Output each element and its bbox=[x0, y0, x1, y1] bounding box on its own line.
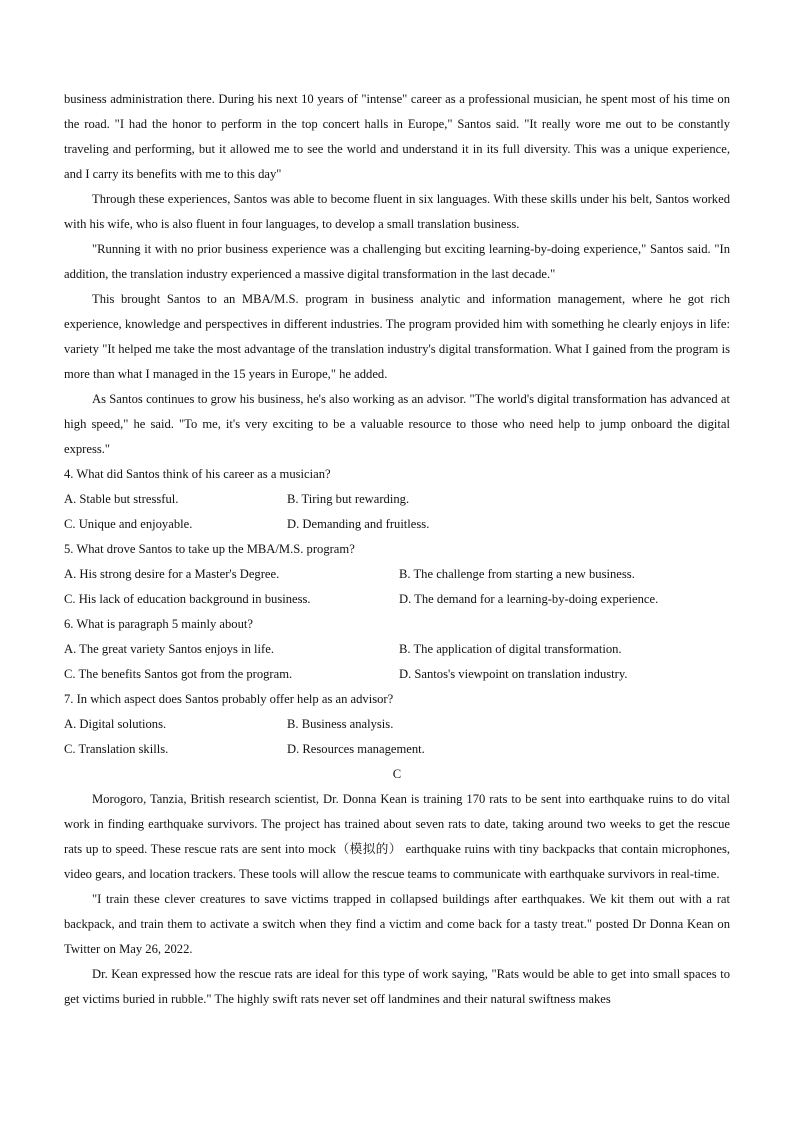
option-a: A. Stable but stressful. bbox=[64, 492, 179, 506]
options-group bbox=[64, 712, 730, 762]
passage-b-paragraph-4: This brought Santos to an MBA/M.S. program in business analytic and information management, where he got rich experience, knowledge and perspectives in different industries. The program provided him with something he clearly enjoys in life: variety "It helped me take the most advantage of the translation industry's digital transformation. What I gained from the program is more than what I managed in the 15 years in Europe," he added. bbox=[64, 292, 730, 381]
options-group bbox=[64, 487, 730, 537]
passage-c-paragraph-1: Morogoro, Tanzia, British research scientist, Dr. Donna Kean is training 170 rats to be sent into earthquake ruins to do vital work in finding earthquake survivors. The project has trained about seven rats to date, taking around two weeks to get the rescue rats up to speed. These rescue rats are sent into mock（模拟的） earthquake ruins with tiny backpacks that contain microphones, video gears, and location trackers. These tools will allow the rescue teams to communicate with earthquake survivors in real-time. bbox=[64, 792, 730, 881]
passage-c-paragraph-3: Dr. Kean expressed how the rescue rats are ideal for this type of work saying, "Rats would be able to get into small spaces to get victims buried in rubble." The highly swift rats never set off landmines and their natural swiftness makes bbox=[64, 967, 730, 1006]
passage-b-paragraph-1: business administration there. During his next 10 years of "intense" career as a professional musician, he spent most of his time on the road. "I had the honor to perform in the top concert halls in Europe," Santos said. "It really wore me out to be constantly traveling and performing, but it allowed me to see the world and understand it in its full diversity. This was a unique experience, and I carry its benefits with me to this day" bbox=[64, 92, 730, 181]
question-5 bbox=[64, 537, 730, 612]
option-d: D. The demand for a learning-by-doing experience. bbox=[399, 592, 659, 606]
options-group bbox=[64, 562, 730, 612]
question-stem: 4. What did Santos think of his career as a musician? bbox=[64, 467, 331, 481]
option-b: B. The challenge from starting a new business. bbox=[399, 567, 635, 581]
option-d: D. Santos's viewpoint on translation industry. bbox=[399, 667, 628, 681]
question-4 bbox=[64, 462, 730, 537]
question-6 bbox=[64, 612, 730, 687]
question-stem: 7. In which aspect does Santos probably offer help as an advisor? bbox=[64, 692, 394, 706]
option-a: A. His strong desire for a Master's Degree. bbox=[64, 567, 280, 581]
passage-b-paragraph-2: Through these experiences, Santos was able to become fluent in six languages. With these skills under his belt, Santos worked with his wife, who is also fluent in four languages, to develop a small translation business. bbox=[64, 192, 730, 231]
option-b: B. Tiring but rewarding. bbox=[287, 492, 410, 506]
option-c: C. His lack of education background in business. bbox=[64, 592, 311, 606]
option-c: C. Unique and enjoyable. bbox=[64, 517, 193, 531]
passage-c-paragraph-2: "I train these clever creatures to save victims trapped in collapsed buildings after earthquakes. We kit them out with a rat backpack, and train them to activate a switch when they find a victim and come back for a tasty treat." posted Dr Donna Kean on Twitter on May 26, 2022. bbox=[64, 892, 730, 956]
option-c: C. The benefits Santos got from the program. bbox=[64, 667, 293, 681]
passage-b-paragraph-5: As Santos continues to grow his business, he's also working as an advisor. "The world's digital transformation has advanced at high speed," he said. "To me, it's very exciting to be a valuable resource to those who need help to jump onboard the digital express." bbox=[64, 392, 730, 456]
option-c: C. Translation skills. bbox=[64, 742, 169, 756]
question-stem: 6. What is paragraph 5 mainly about? bbox=[64, 617, 253, 631]
option-a: A. The great variety Santos enjoys in life. bbox=[64, 642, 274, 656]
option-d: D. Resources management. bbox=[287, 742, 425, 756]
passage-c-heading: C bbox=[392, 767, 402, 781]
option-b: B. Business analysis. bbox=[287, 717, 394, 731]
passage-b-paragraph-3: "Running it with no prior business experience was a challenging but exciting learning-by-doing experience," Santos said. "In addition, the translation industry experienced a massive digital transformation in the last decade." bbox=[64, 242, 730, 281]
option-b: B. The application of digital transformation. bbox=[399, 642, 622, 656]
option-a: A. Digital solutions. bbox=[64, 717, 167, 731]
page-content bbox=[64, 87, 730, 1012]
question-7 bbox=[64, 687, 730, 762]
question-stem: 5. What drove Santos to take up the MBA/M.S. program? bbox=[64, 542, 355, 556]
option-d: D. Demanding and fruitless. bbox=[287, 517, 430, 531]
options-group bbox=[64, 637, 730, 687]
